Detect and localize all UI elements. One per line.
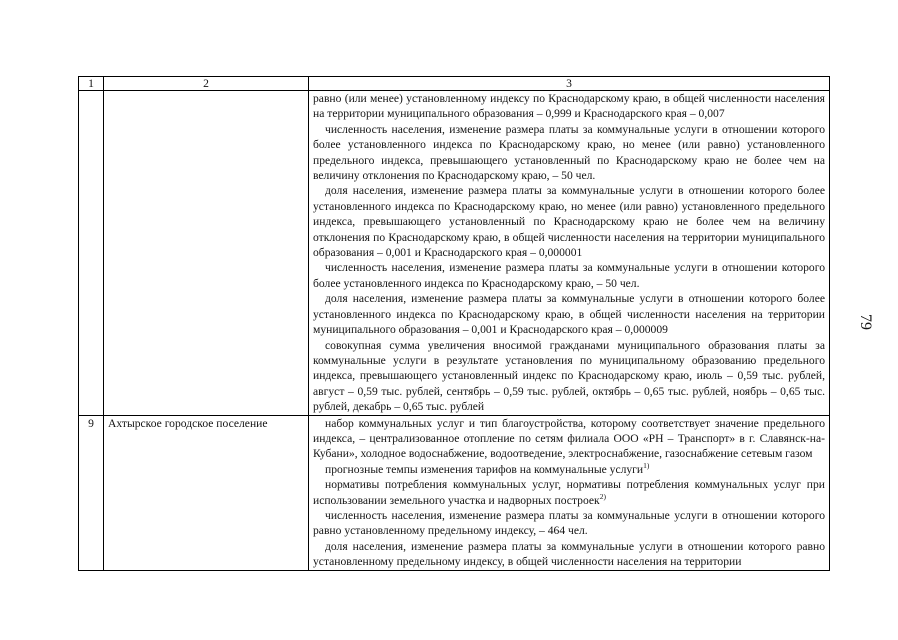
row-description bbox=[309, 91, 830, 416]
page-number: 79 bbox=[857, 314, 874, 330]
table-header-row bbox=[79, 77, 830, 91]
column-header-2: 2 bbox=[104, 77, 309, 91]
paragraph: совокупная сумма увеличения вносимой гражданами муниципального образования платы за коммунальные услуги в результате установления по муниципальному образованию предельного индекса, превышающего установленный индекс по Краснодарскому краю, июль – 0,59 тыс. рублей, август – 0,59 тыс. рублей, сентябрь – 0,59 тыс. рублей, октябрь – 0,65 тыс. рублей, ноябрь – 0,65 тыс. рублей, декабрь – 0,65 тыс. рублей bbox=[313, 338, 825, 414]
paragraph: численность населения, изменение размера платы за коммунальные услуги в отношении которого более установленного индекса по Краснодарскому краю, но менее (или равно) установленного предельного индекса, превышающего установленный по Краснодарскому краю не более чем на величину отклонения по Краснодарскому краю, – 50 чел. bbox=[313, 122, 825, 183]
paragraph: доля населения, изменение размера платы за коммунальные услуги в отношении которого равно установленному предельному индексу, в общей численности населения на территории bbox=[313, 539, 825, 569]
paragraph bbox=[313, 477, 825, 508]
paragraph bbox=[313, 462, 825, 477]
column-header-1: 1 bbox=[79, 77, 104, 91]
row-number bbox=[79, 91, 104, 416]
row-name bbox=[104, 91, 309, 416]
footnote-marker: 1) bbox=[643, 460, 650, 470]
footnote-marker: 2) bbox=[599, 491, 606, 501]
row-number: 9 bbox=[79, 415, 104, 570]
row-name: Ахтырское городское поселение bbox=[104, 415, 309, 570]
paragraph: доля населения, изменение размера платы за коммунальные услуги в отношении которого более установленного индекса по Краснодарскому краю, в общей численности населения на территории муниципального образования – 0,001 и Краснодарского края – 0,000009 bbox=[313, 292, 825, 337]
paragraph-text: нормативы потребления коммунальных услуг, нормативы потребления коммунальных услуг при использовании земельного участка и надворных построек bbox=[313, 478, 825, 507]
data-table bbox=[78, 76, 830, 571]
paragraph-text: прогнозные темпы изменения тарифов на коммунальные услуги bbox=[325, 462, 644, 476]
paragraph: набор коммунальных услуг и тип благоустройства, которому соответствует значение предельного индекса, – централизованное отопление по сетям филиала ООО «РН – Транспорт» в г. Славянск-на-Кубани», холодное водоснабжение, водоотведение, электроснабжение, газоснабжение сетевым газом bbox=[313, 416, 825, 461]
paragraph: численность населения, изменение размера платы за коммунальные услуги в отношении которого равно установленному предельному индексу, – 464 чел. bbox=[313, 508, 825, 538]
paragraph: численность населения, изменение размера платы за коммунальные услуги в отношении которого более установленного индекса по Краснодарскому краю, – 50 чел. bbox=[313, 261, 825, 290]
table-row bbox=[79, 91, 830, 416]
row-description bbox=[309, 415, 830, 570]
paragraph: доля населения, изменение размера платы за коммунальные услуги в отношении которого более установленного индекса по Краснодарскому краю, но менее (или равно) установленного предельного индекса, превышающего установленный по Краснодарскому краю не более чем на величину отклонения по Краснодарскому краю, в общей численности населения на территории муниципального образования – 0,001 и Краснодарского края – 0,000001 bbox=[313, 184, 825, 260]
column-header-3: 3 bbox=[309, 77, 830, 91]
table-row bbox=[79, 415, 830, 570]
paragraph: равно (или менее) установленному индексу по Краснодарскому краю, в общей численности населения на территории муниципального образования – 0,999 и Краснодарского края – 0,007 bbox=[313, 92, 825, 121]
